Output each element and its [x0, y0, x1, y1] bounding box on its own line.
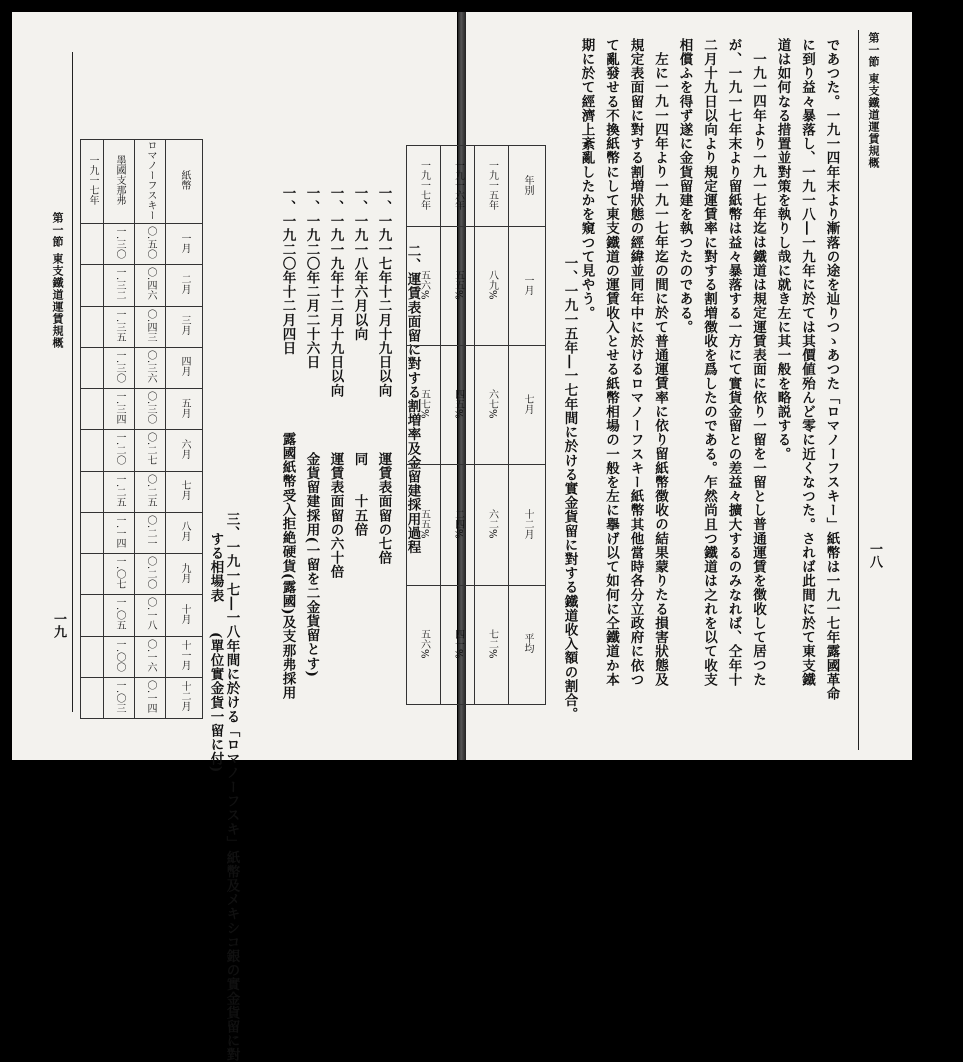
table-spacer — [81, 595, 104, 636]
table-cell-text: 六二% — [486, 508, 498, 539]
table-row-label-text: 墨國支那弗 — [114, 155, 125, 205]
paragraph-column: が、一九一七年末より留紙幣は益々暴落する一方にて實貨金留との差益々擴大するのみなれば、仝年十 — [725, 38, 742, 687]
table-cell — [104, 224, 135, 265]
table-cell-text: 一.三四 — [114, 391, 125, 425]
table-column-header-text: 一月 — [522, 274, 533, 295]
table-cell-text: 〇.一四 — [145, 679, 156, 713]
right-page-header: 第一節 東支鐵道運賃規概 — [867, 32, 880, 169]
table-month-header — [166, 554, 203, 595]
table-spacer — [81, 265, 104, 306]
table-month-header-text: 七月 — [179, 480, 190, 501]
table-cell-text: 一.〇五 — [114, 597, 125, 631]
table-month-header-text: 九月 — [179, 562, 190, 583]
table-cell — [104, 471, 135, 512]
table-cell — [441, 585, 475, 704]
left-page-header: 第一節 東支鐵道運賃規概 — [51, 212, 64, 349]
table-month-header-text: 八月 — [179, 521, 190, 542]
table-cell-text: 七二% — [486, 628, 498, 659]
table-cell-text: 二四% — [452, 508, 464, 539]
timeline-item-desc: 金貨留建採用(一留を二金貨留とす) — [303, 452, 320, 678]
table-column-header — [509, 227, 546, 346]
table-month-header-text: 五月 — [179, 397, 190, 418]
table-month-header — [166, 430, 203, 471]
section-three-title-2: する相場表 — [207, 532, 224, 603]
table-cell-text: 五六% — [418, 628, 430, 659]
table-year-header — [441, 146, 475, 227]
timeline-item-date: 一、一九二〇年二月二十六日 — [303, 186, 320, 370]
table-cell-text: 六七% — [486, 388, 498, 419]
table-month-header — [166, 224, 203, 265]
table-cell — [407, 465, 441, 586]
table-cell-text: 一.〇〇 — [114, 638, 125, 672]
table-column-header — [509, 346, 546, 465]
table-cell-text: 五五% — [418, 508, 430, 539]
table-year-header — [475, 146, 509, 227]
table-cell — [441, 227, 475, 346]
table-subheading: 一、一九一五年―一七年間に於ける實金貨留に對する鐵道收入額の割合。 — [561, 256, 578, 722]
paragraph-column: 一九一四年より一九一七年迄は鐵道は規定運賃表面に依り一留を一留とし普通運賃を徴收して居つた — [750, 52, 766, 687]
paragraph-column: 道は如何なる措置並對策を執りし哉に就き左に其一般を略説する。 — [774, 38, 791, 461]
table-cell — [407, 227, 441, 346]
timeline-item-date: 一、一九一七年十二月十九日以向 — [375, 186, 392, 398]
paragraph-column: 左に一九一四年より一九一七年迄の間に於て普通運賃率に依り留紙幣徴收の結果蒙りたる損害狀態及 — [652, 52, 668, 687]
table-cell-text: 〇.一六 — [145, 638, 156, 672]
table-cell — [104, 430, 135, 471]
table-month-header-text: 一月 — [179, 232, 190, 253]
table-cell — [475, 585, 509, 704]
table-cell — [104, 265, 135, 306]
table-cell — [135, 677, 166, 718]
table-cell — [135, 306, 166, 347]
table-corner — [509, 146, 546, 227]
table-cell-text: 一.二〇 — [114, 432, 125, 466]
table-spacer — [81, 636, 104, 677]
table-corner — [166, 140, 203, 224]
paragraph-column: て亂發せる不換紙幣にして東支鐵道の運賃收入とせる紙幣相場の一般を左に擧げ以て如何に仝鐵道か本 — [603, 38, 619, 687]
table-cell-text: 一.〇七 — [114, 556, 125, 590]
table-spacer — [81, 224, 104, 265]
table-cell — [475, 227, 509, 346]
paragraph-column: であつた。一九一四年末より漸落の途を辿りつゝあつた「ロマノーフスキー」紙幣は一九一七年露國革命 — [823, 38, 840, 701]
table-cell-text: 一.三〇 — [114, 226, 125, 260]
timeline-item-desc: 同 十五倍 — [351, 452, 368, 537]
table-cell — [135, 512, 166, 553]
table-row-label-text: ロマノーフスキー — [145, 140, 156, 220]
table-month-header-text: 十月 — [179, 603, 190, 624]
table-month-header — [166, 636, 203, 677]
left-page-rule — [72, 52, 73, 712]
table-cell-text: 一.〇三 — [114, 679, 125, 713]
table-cell-text: 四一% — [452, 628, 464, 659]
table-year-header-text: 一九一五年 — [486, 159, 498, 210]
table-month-header-text: 四月 — [179, 356, 190, 377]
table-corner-text: 紙幣 — [179, 170, 190, 190]
table-cell-text: 一.三〇 — [114, 349, 125, 383]
paragraph-column: 規定表面留に對する割増狀態の經緯並同年中に於けるロマノーフスキー紙幣其他當時各分立政府に依つ — [627, 38, 644, 687]
paragraph-column: に到り益々暴落し、一九一八―一九年に於ては其價値殆んど零に近くなつた。されば此間に於て東支鐵 — [799, 38, 815, 687]
table-month-header-text: 二月 — [179, 273, 190, 294]
table-cell — [135, 471, 166, 512]
table-month-header — [166, 265, 203, 306]
table-cell — [135, 224, 166, 265]
table-month-header-text: 十二月 — [179, 681, 190, 712]
table-cell-text: 〇.二〇 — [145, 556, 156, 590]
timeline-item-desc: 運賃表面留の六十倍 — [327, 452, 344, 579]
table-cell — [104, 554, 135, 595]
section-three-title-1: 三、一九一七―一八年間に於ける「ロマノーフスキ」紙幣及メキシコ銀の實金貨留に對 — [223, 512, 240, 1062]
timeline-item-date: 一、一九一八年六月以向 — [351, 186, 368, 342]
table-column-header-text: 七月 — [522, 393, 533, 414]
table-spacer — [81, 471, 104, 512]
table-year-header-text: 一九一七年 — [418, 159, 430, 210]
table-year-cell-text: 一九一七年 — [87, 155, 98, 205]
table-cell-text: 〇.四三 — [145, 308, 156, 342]
table-cell-text: 〇.三六 — [145, 349, 156, 383]
paragraph-column: 期に於て經濟上紊亂したかを窺つて見やう。 — [578, 38, 595, 320]
table-cell-text: 〇.二七 — [145, 432, 156, 466]
table-month-header-text: 六月 — [179, 438, 190, 459]
table-cell — [104, 389, 135, 430]
table-month-header — [166, 677, 203, 718]
table-column-header-text: 十二月 — [522, 508, 533, 539]
table-spacer — [81, 677, 104, 718]
section-two-title: 二、運賃表面留に對する割増率及金留建採用過程 — [404, 244, 421, 555]
table-corner-text: 年別 — [522, 174, 533, 195]
table-month-header — [166, 471, 203, 512]
right-page-rule — [858, 30, 859, 750]
table-month-header — [166, 595, 203, 636]
table-cell — [135, 554, 166, 595]
table-cell-text: 八九% — [486, 269, 498, 300]
table-cell-text: 〇.二五 — [145, 473, 156, 507]
table-month-header-text: 三月 — [179, 315, 190, 336]
revenue-ratio-table — [406, 145, 546, 705]
table-cell — [104, 306, 135, 347]
timeline-item-desc: 運賃表面留の七倍 — [375, 452, 392, 565]
table-cell-text: 〇.一八 — [145, 597, 156, 631]
table-cell — [104, 595, 135, 636]
table-month-header — [166, 347, 203, 388]
table-cell-text: 一.一四 — [114, 514, 125, 548]
table-month-header-text: 十一月 — [179, 640, 190, 671]
table-column-header — [509, 465, 546, 586]
right-page — [418, 12, 912, 760]
section-three-unit: (單位實金貨一留に付) — [207, 632, 224, 773]
table-cell-text: 五五% — [452, 269, 464, 300]
table-cell-text: 〇.四六 — [145, 267, 156, 301]
table-month-header — [166, 306, 203, 347]
table-spacer — [81, 512, 104, 553]
table-cell — [135, 389, 166, 430]
table-cell — [475, 346, 509, 465]
table-year-header-text: 一九一六年 — [452, 159, 464, 210]
table-cell — [135, 430, 166, 471]
table-cell — [475, 465, 509, 586]
table-row-label — [135, 140, 166, 224]
table-cell — [135, 265, 166, 306]
table-cell — [135, 636, 166, 677]
table-cell — [104, 512, 135, 553]
table-year-header — [407, 146, 441, 227]
timeline-item-date: 一、一九一九年十二月十九日以向 — [327, 186, 344, 398]
table-column-header-text: 平均 — [522, 633, 533, 654]
table-cell-text: 五七% — [418, 388, 430, 419]
table-cell — [135, 595, 166, 636]
table-cell — [104, 636, 135, 677]
right-page-number: 一八 — [867, 542, 882, 568]
paragraph-column: 相償ふを得ず遂に金貨留建を執つたのである。 — [676, 38, 693, 335]
table-row-label — [104, 140, 135, 224]
table-spacer — [81, 347, 104, 388]
table-cell — [441, 346, 475, 465]
table-year-cell — [81, 140, 104, 224]
table-cell-text: 〇.五〇 — [145, 226, 156, 260]
table-column-header — [509, 585, 546, 704]
table-cell — [135, 347, 166, 388]
table-cell — [104, 347, 135, 388]
table-cell-text: 一.三二 — [114, 267, 125, 301]
table-spacer — [81, 430, 104, 471]
table-cell-text: 一.二五 — [114, 473, 125, 507]
left-page-number: 一九 — [51, 612, 66, 638]
table-cell — [104, 677, 135, 718]
table-cell — [441, 465, 475, 586]
table-spacer — [81, 389, 104, 430]
table-cell-text: 五六% — [418, 269, 430, 300]
table-cell-text: 〇.三〇 — [145, 391, 156, 425]
table-cell — [407, 585, 441, 704]
timeline-item-desc: 露國紙幣受入拒絶硬貨(露國)及支那弗採用 — [279, 432, 296, 700]
left-page — [12, 12, 457, 1062]
table-cell-text: 〇.二一 — [145, 514, 156, 548]
paragraph-column: 二月十九日以向より規定運賃率に對する割増徴收を爲したのである。乍然尚且つ鐵道は之れを以て收支 — [701, 38, 717, 687]
table-spacer — [81, 306, 104, 347]
table-cell-text: 四五% — [452, 388, 464, 419]
ruble-rate-table — [80, 139, 203, 719]
table-cell-text: 一.三五 — [114, 308, 125, 342]
table-month-header — [166, 389, 203, 430]
table-cell — [407, 346, 441, 465]
timeline-item-date: 一、一九二〇年十二月四日 — [279, 186, 296, 356]
table-month-header — [166, 512, 203, 553]
table-spacer — [81, 554, 104, 595]
